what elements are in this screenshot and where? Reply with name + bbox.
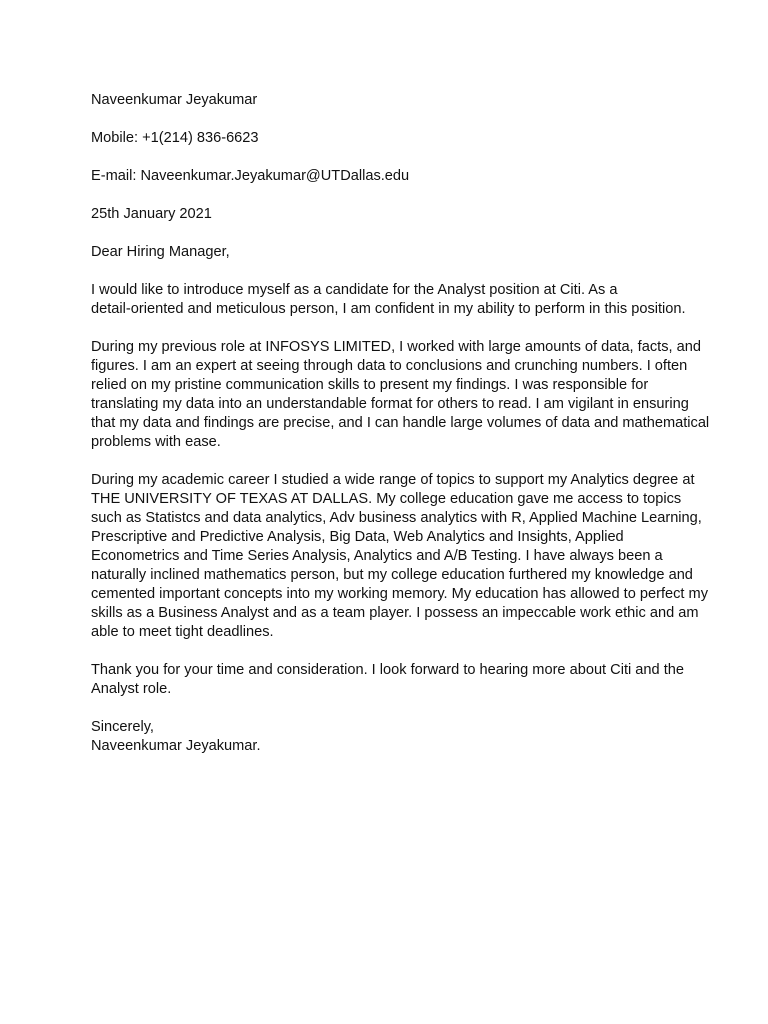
- paragraph-line: Prescriptive and Predictive Analysis, Big Data, Web Analytics and Insights, Applied: [91, 529, 624, 545]
- paragraph-education: [91, 471, 708, 642]
- paragraph-line: relied on my pristine communication skills to present my findings. I was responsible for: [91, 377, 649, 393]
- paragraph-line: such as Statistcs and data analytics, Adv business analytics with R, Applied Machine Learning,: [91, 510, 702, 526]
- paragraph-line: THE UNIVERSITY OF TEXAS AT DALLAS. My college education gave me access to topics: [91, 491, 682, 507]
- paragraph-intro: [91, 281, 691, 319]
- paragraph-line: Analyst role.: [91, 681, 172, 697]
- signature-name: Naveenkumar Jeyakumar.: [91, 738, 261, 754]
- sender-mobile: Mobile: +1(214) 836-6623: [91, 130, 259, 146]
- paragraph-line: I would like to introduce myself as a candidate for the Analyst position at Citi. As a: [91, 282, 618, 298]
- paragraph-line: skills as a Business Analyst and as a team player. I possess an impeccable work ethic and am: [91, 605, 699, 621]
- paragraph-line: naturally inclined mathematics person, but my college education furthered my knowledge and: [91, 567, 693, 583]
- paragraph-line: During my academic career I studied a wide range of topics to support my Analytics degree at: [91, 472, 695, 488]
- cover-letter: [91, 91, 710, 756]
- salutation: Dear Hiring Manager,: [91, 244, 230, 260]
- sender-name: Naveenkumar Jeyakumar: [91, 92, 258, 108]
- paragraph-thanks: [91, 661, 691, 699]
- paragraph-line: cemented important concepts into my working memory. My education has allowed to perfect my: [91, 586, 708, 602]
- paragraph-experience: [91, 338, 710, 452]
- letter-date: 25th January 2021: [91, 206, 212, 222]
- paragraph-line: detail-oriented and meticulous person, I am confident in my ability to perform in this position.: [91, 301, 686, 317]
- paragraph-line: Econometrics and Time Series Analysis, Analytics and A/B Testing. I have always been a: [91, 548, 663, 564]
- sign-off: Sincerely,: [91, 719, 154, 735]
- paragraph-line: translating my data into an understandable format for others to read. I am vigilant in ensuring: [91, 396, 689, 412]
- sender-email: E-mail: Naveenkumar.Jeyakumar@UTDallas.edu: [91, 168, 410, 184]
- paragraph-line: During my previous role at INFOSYS LIMITED, I worked with large amounts of data, facts, and: [91, 339, 701, 355]
- closing-block: [91, 718, 691, 756]
- paragraph-line: able to meet tight deadlines.: [91, 624, 274, 640]
- paragraph-line: problems with ease.: [91, 434, 221, 450]
- paragraph-line: Thank you for your time and consideration. I look forward to hearing more about Citi and the: [91, 662, 684, 678]
- paragraph-line: that my data and findings are precise, and I can handle large volumes of data and mathematical: [91, 415, 710, 431]
- paragraph-line: figures. I am an expert at seeing through data to conclusions and crunching numbers. I often: [91, 358, 688, 374]
